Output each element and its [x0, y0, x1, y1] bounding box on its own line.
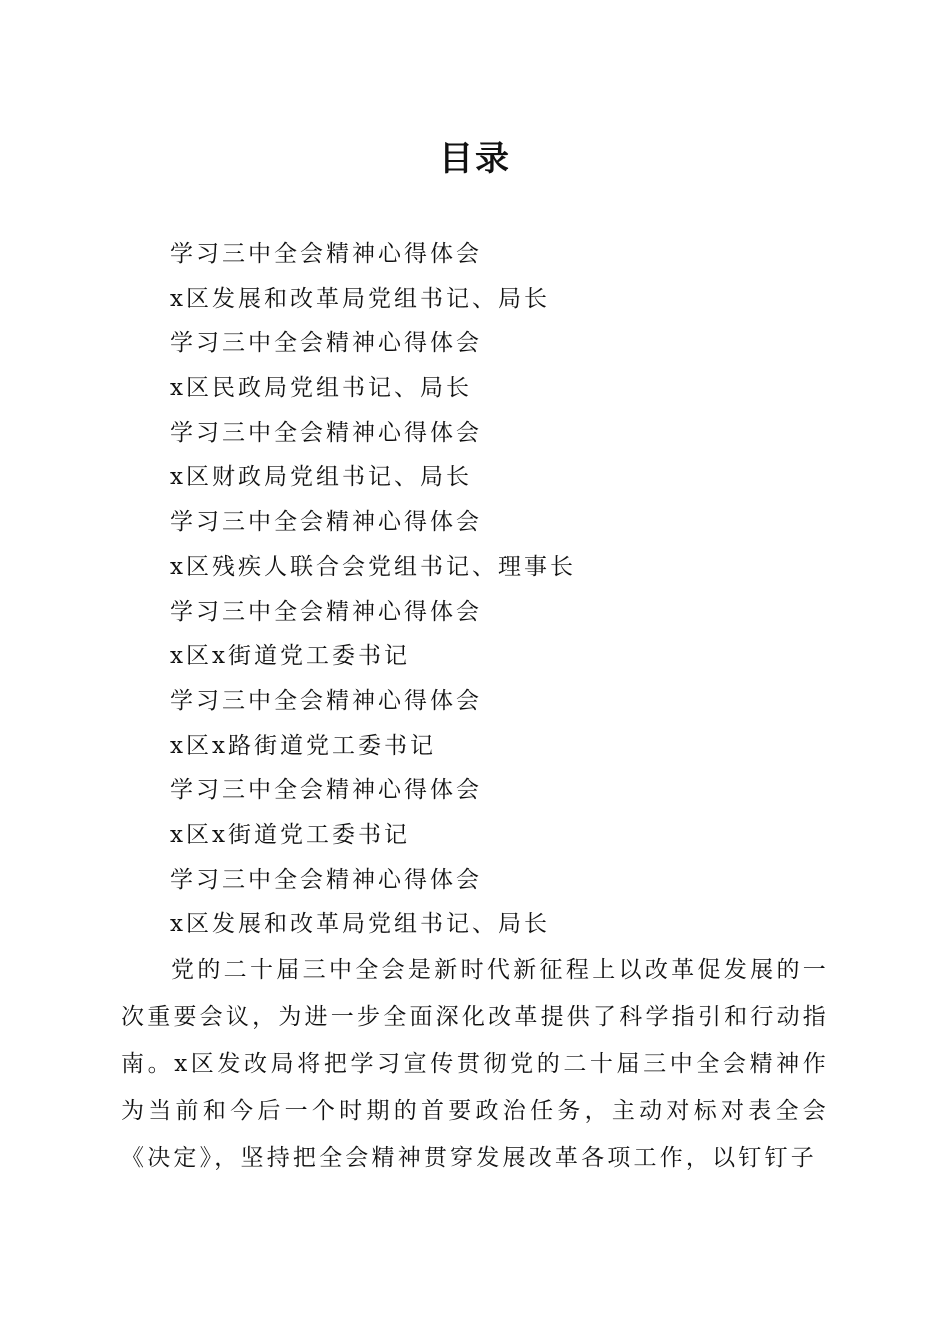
toc-entry: x区发展和改革局党组书记、局长	[170, 911, 550, 938]
toc-entry: x区发展和改革局党组书记、局长	[170, 285, 550, 312]
toc-entry: 学习三中全会精神心得体会	[170, 866, 482, 893]
toc-entry: 学习三中全会精神心得体会	[170, 419, 482, 446]
toc-entry: x区x街道党工委书记	[170, 643, 410, 670]
toc-entry: x区民政局党组书记、局长	[170, 375, 472, 402]
toc-entry: 学习三中全会精神心得体会	[170, 241, 482, 267]
toc-entry: x区财政局党组书记、局长	[170, 464, 472, 491]
toc-entry: 学习三中全会精神心得体会	[170, 687, 482, 714]
toc-entry: 学习三中全会精神心得体会	[170, 777, 482, 804]
toc-entry: x区x街道党工委书记	[170, 821, 410, 848]
toc-entry: 学习三中全会精神心得体会	[170, 330, 482, 357]
body-paragraph: 党的二十届三中全会是新时代新征程上以改革促发展的一次重要会议，为进一步全面深化改革提供了科学指引和行动指南。x区发改局将把学习宣传贯彻党的二十届三中全会精神作为当前和今后一个时期的首要政治任务，主动对标对表全会《决定》，坚持把全会精神贯穿发展改革各项工作，以钉钉子	[121, 957, 829, 1171]
table-of-contents	[170, 232, 830, 947]
toc-entry: x区x路街道党工委书记	[170, 732, 436, 759]
toc-entry: 学习三中全会精神心得体会	[170, 598, 482, 625]
toc-entry: 学习三中全会精神心得体会	[170, 509, 482, 536]
toc-entry: x区残疾人联合会党组书记、理事长	[170, 553, 576, 580]
page-title: 目录	[439, 139, 511, 179]
